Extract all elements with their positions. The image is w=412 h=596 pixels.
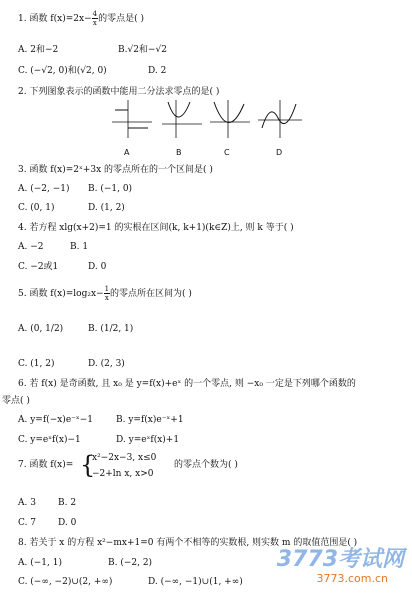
graph-d [256, 98, 304, 140]
q3-option-d: D. (1, 2) [88, 203, 125, 213]
q6-stem: 6. 若 f(x) 是奇函数, 且 x₀ 是 y=f(x)+eˣ 的一个零点, 则 −x₀ 一定是下列哪个函数的 [18, 379, 356, 389]
q7-stem-suffix: 的零点个数为( ) [174, 460, 238, 470]
q4-stem: 4. 若方程 xlg(x+2)=1 的实根在区间(k, k+1)(k∈Z)上, 则 k 等于( ) [18, 223, 294, 233]
q3-option-b: B. (−1, 0) [88, 184, 133, 194]
q7-option-a: A. 3 [18, 498, 36, 508]
q6-stem-continued: 零点( ) [2, 396, 30, 406]
graph-label-d: D [276, 148, 283, 157]
watermark-brand: 3773考试网 [276, 547, 404, 572]
q1-fraction: $\frac{4}{x}$ [92, 10, 98, 27]
q1-option-b: B.√2和−√2 [118, 45, 167, 55]
q1-stem: 1. 函数 f(x)=2x− $\frac{4}{x}$ 的零点是( ) [18, 10, 144, 27]
graph-b [160, 98, 204, 140]
q4-option-b: B. 1 [70, 242, 89, 252]
q5-option-d: D. (2, 3) [88, 359, 125, 369]
graph-c [208, 98, 252, 140]
q7-option-d: D. 0 [58, 518, 77, 528]
q8-option-d: D. (−∞, −1)∪(1, +∞) [148, 577, 243, 587]
q7-option-c: C. 7 [18, 518, 37, 528]
q4-option-d: D. 0 [88, 262, 107, 272]
q6-option-d: D. y=eˣf(x)+1 [116, 435, 180, 445]
watermark-url: 3773.com.cn [316, 572, 388, 585]
q5-fraction: $\frac{1}{x}$ [104, 285, 110, 302]
q7-brace: { [80, 451, 96, 479]
q6-option-c: C. y=eˣf(x)−1 [18, 435, 81, 445]
q1-option-a: A. 2和−2 [18, 45, 59, 55]
q7-case-1: x²−2x−3, x≤0 [92, 453, 157, 463]
graph-label-c: C [224, 148, 230, 157]
q7-case-2: −2+ln x, x>0 [92, 469, 154, 479]
q6-option-b: B. y=f(x)e⁻ˣ+1 [116, 415, 184, 425]
q2-graphs [110, 98, 300, 158]
q8-option-b: B. (−2, 2) [108, 558, 153, 568]
q5-option-b: B. (1/2, 1) [88, 324, 134, 334]
q8-stem: 8. 若关于 x 的方程 x²−mx+1=0 有两个不相等的实数根, 则实数 m 的取值范围是( ) [18, 538, 358, 548]
q6-option-a: A. y=f(−x)e⁻ˣ−1 [18, 415, 93, 425]
q3-option-c: C. (0, 1) [18, 203, 55, 213]
q1-option-d: D. 2 [148, 66, 167, 76]
q5-option-a: A. (0, 1/2) [18, 324, 64, 334]
q3-stem: 3. 函数 f(x)=2ˣ+3x 的零点所在的一个区间是( ) [18, 165, 213, 175]
q5-option-c: C. (1, 2) [18, 359, 55, 369]
q8-option-a: A. (−1, 1) [18, 558, 62, 568]
q7-stem-prefix: 7. 函数 f(x)= [18, 460, 74, 470]
q1-option-c: C. (−√2, 0)和(√2, 0) [18, 66, 107, 76]
graph-label-a: A [124, 148, 130, 157]
q7-option-b: B. 2 [58, 498, 77, 508]
q4-option-a: A. −2 [18, 242, 44, 252]
q2-stem: 2. 下列图象表示的函数中能用二分法求零点的是( ) [18, 87, 220, 97]
q4-option-c: C. −2或1 [18, 262, 59, 272]
graph-label-b: B [176, 148, 182, 157]
q3-option-a: A. (−2, −1) [18, 184, 70, 194]
q8-option-c: C. (−∞, −2)∪(2, +∞) [18, 577, 113, 587]
graph-a [110, 98, 154, 140]
q5-stem: 5. 函数 f(x)=log₂x− $\frac{1}{x}$ 的零点所在区间为( ) [18, 285, 192, 302]
